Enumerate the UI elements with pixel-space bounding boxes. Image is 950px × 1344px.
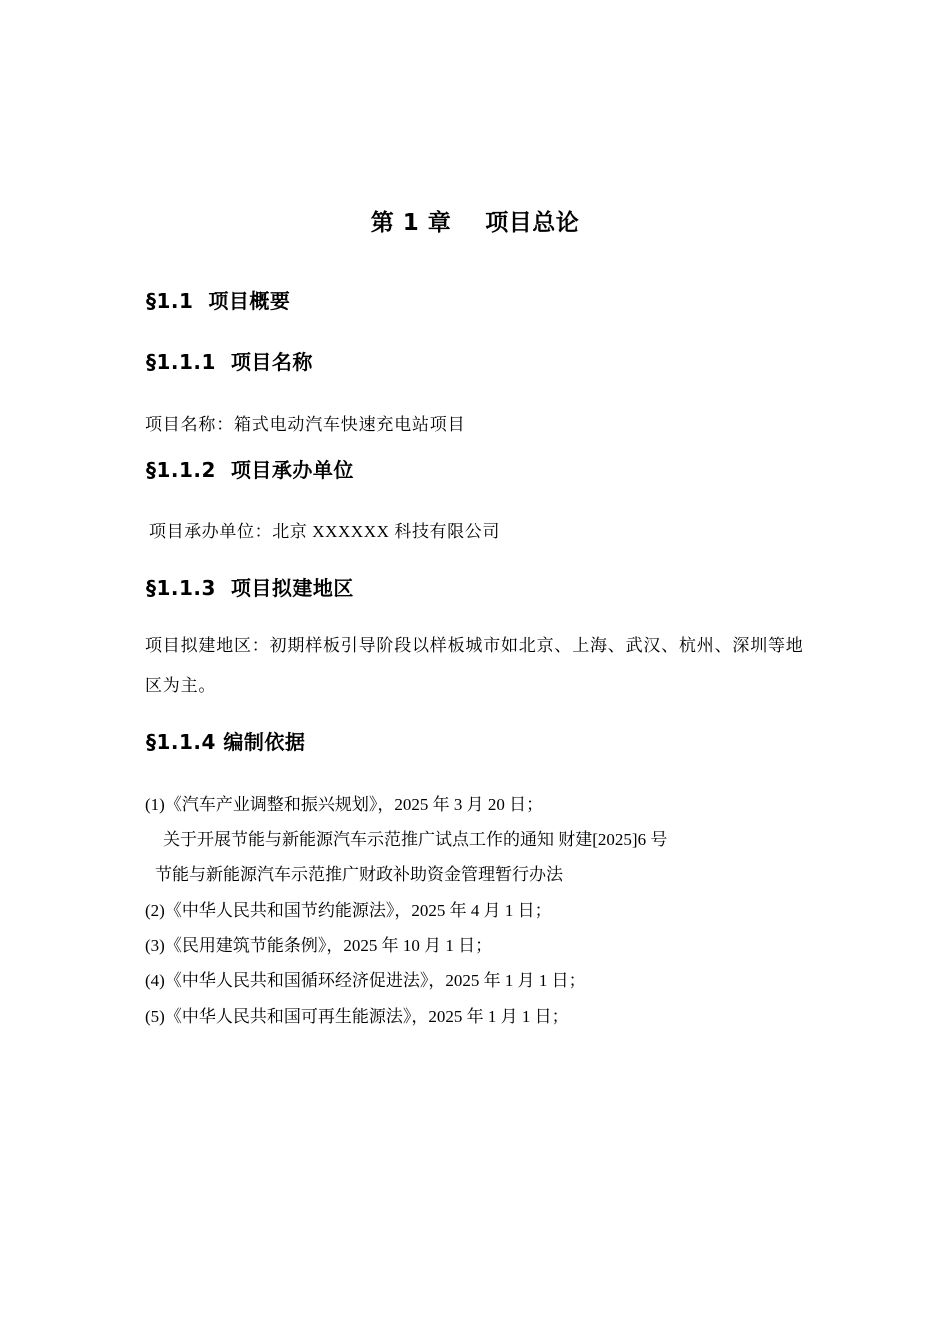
basis-item: (4)《中华人民共和国循环经济促进法》，2025 年 1 月 1 日； (145, 971, 586, 990)
chapter-title: 第 1 章 项目总论 (370, 210, 580, 236)
section-heading-project-name: §1.1.1 项目名称 (146, 350, 313, 374)
basis-item: 关于开展节能与新能源汽车示范推广试点工作的通知 财建[2025]6 号 (163, 830, 668, 849)
section-heading-overview: §1.1 项目概要 (146, 289, 291, 313)
basis-item: (2)《中华人民共和国节约能源法》，2025 年 4 月 1 日； (145, 901, 552, 920)
organization-text: 项目承办单位：北京 XXXXXX 科技有限公司 (149, 522, 500, 541)
region-text: 项目拟建地区：初期样板引导阶段以样板城市如北京、上海、武汉、杭州、深圳等地区为主。 (145, 636, 804, 695)
basis-item: (1)《汽车产业调整和振兴规划》，2025 年 3 月 20 日； (145, 795, 544, 814)
section-heading-organization: §1.1.2 项目承办单位 (146, 458, 354, 482)
section-heading-region: §1.1.3 项目拟建地区 (146, 576, 354, 600)
basis-item: (5)《中华人民共和国可再生能源法》，2025 年 1 月 1 日； (145, 1007, 569, 1026)
section-heading-basis: §1.1.4 编制依据 (146, 730, 306, 754)
basis-item: 节能与新能源汽车示范推广财政补助资金管理暂行办法 (155, 865, 563, 884)
basis-item: (3)《民用建筑节能条例》，2025 年 10 月 1 日； (145, 936, 493, 955)
project-name-text: 项目名称：箱式电动汽车快速充电站项目 (145, 415, 466, 434)
